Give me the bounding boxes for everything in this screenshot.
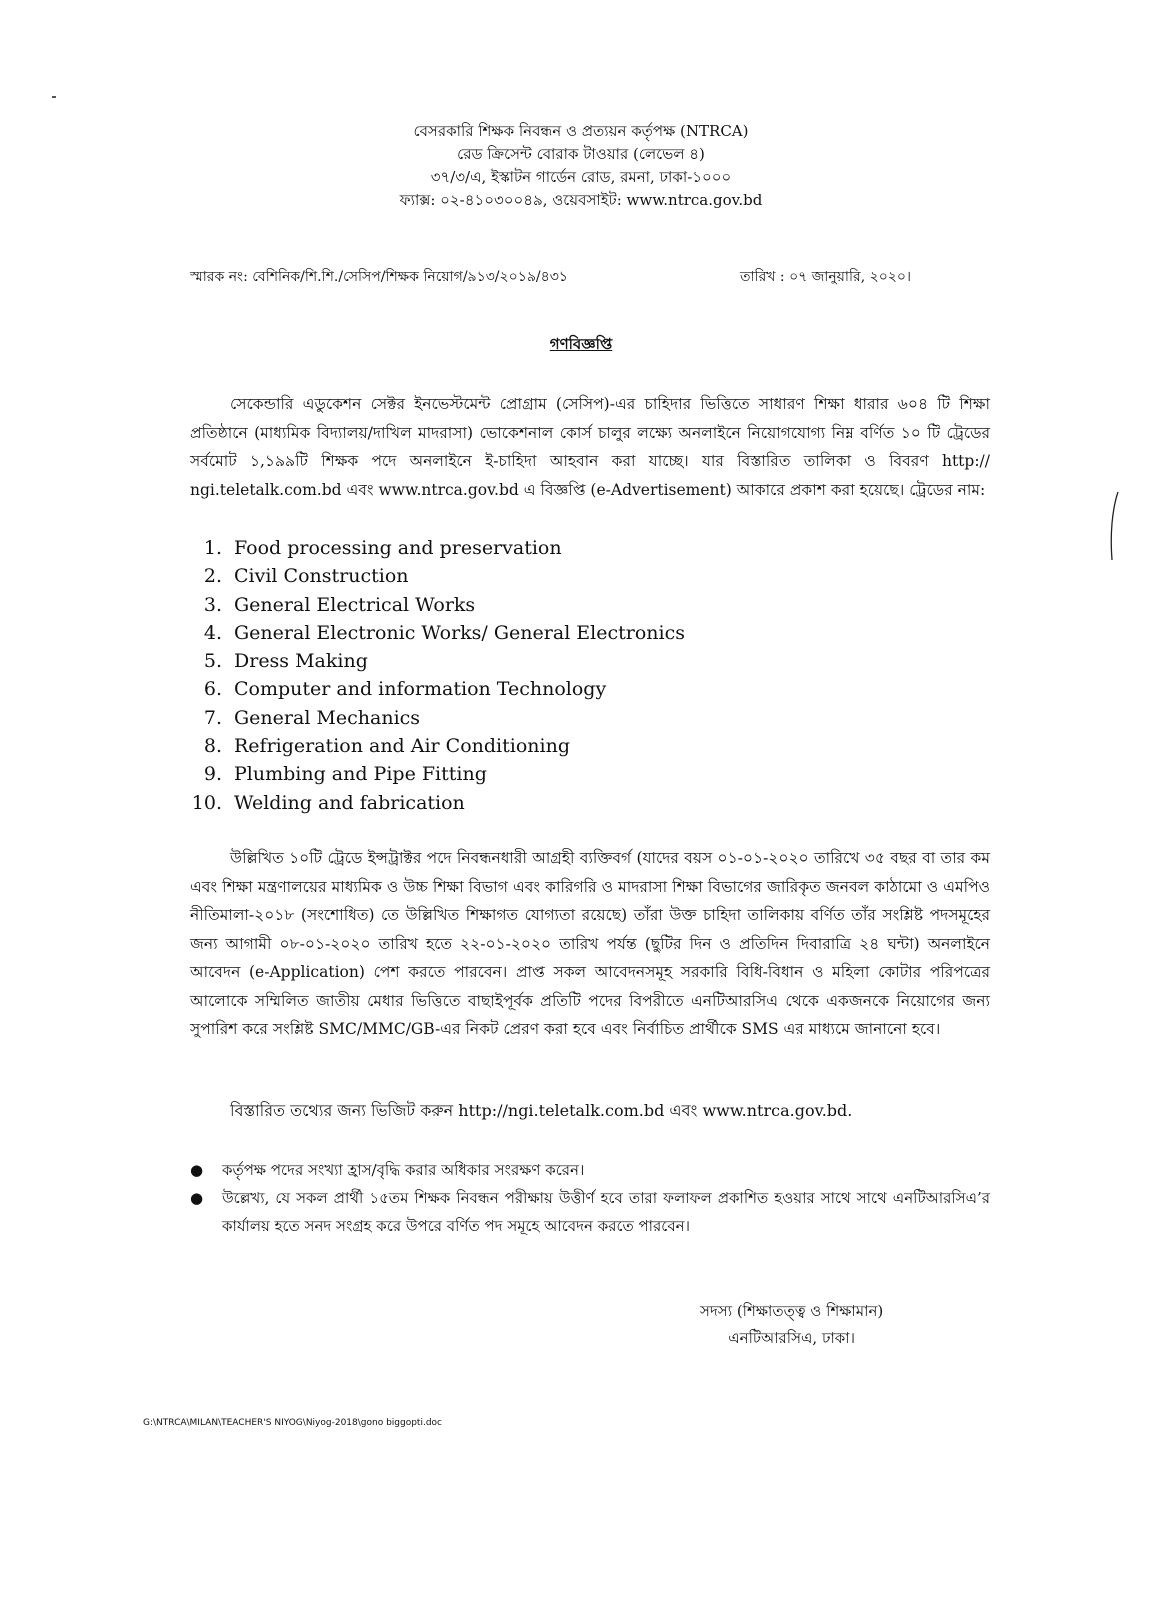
trade-name: Food processing and preservation [234,537,562,559]
org-address: ৩৭/৩/এ, ইস্কাটন গার্ডেন রোড, রমনা, ঢাকা-১০০০ [430,168,732,186]
trade-number: 2. [203,565,222,588]
trade-number: 5. [203,650,222,673]
trade-number: 3. [203,593,222,616]
trade-item [180,562,685,590]
bullet-icon: ● [190,1189,204,1207]
trade-name: General Electronic Works/ General Electronics [234,621,685,644]
note-item [190,1184,990,1240]
trade-name: Refrigeration and Air Conditioning [234,735,570,758]
notice-title-text: গণবিজ্ঞপ্তি [549,335,613,353]
trade-item [180,647,685,675]
trade-number: 4. [203,621,222,644]
trade-item [180,619,685,647]
trade-number: 9. [203,763,222,786]
trade-item [180,732,685,760]
trade-item [180,534,685,562]
trade-name: General Electrical Works [234,593,476,616]
org-contact: ফ্যাক্স: ০২-৪১০৩০০৪৯, ওয়েবসাইট: www.ntrca.gov.bd [399,191,763,209]
trade-item [180,704,685,732]
trade-name: Dress Making [234,650,368,673]
trade-item [180,789,685,817]
trade-number: 8. [203,735,222,758]
letterhead [0,120,1162,212]
note-text: কর্তৃপক্ষ পদের সংখ্যা হ্রাস/বৃদ্ধি করার অধিকার সংরক্ষণ করেন। [222,1161,585,1179]
note-text: উল্লেখ্য, যে সকল প্রার্থী ১৫তম শিক্ষক নিবন্ধন পরীক্ষায় উত্তীর্ণ হবে তারা ফলাফল প্রকাশিত হওয়ার সাথে সাথে এনটিআরসিএ’র কার্যালয় হতে সনদ সংগ্রহ করে উপরে বর্ণিত পদ সমূহে আবেদন করতে পারবেন। [222,1189,990,1235]
memo-number: স্মারক নং: বেশিনিক/শি.শি./সেসিপ/শিক্ষক নিয়োগ/৯১৩/২০১৯/৪৩১ [190,269,568,285]
org-building: রেড ক্রিসেন্ট বোরাক টাওয়ার (লেভেল ৪) [457,145,705,163]
note-item [190,1156,990,1184]
trade-number: 7. [203,706,222,729]
details-link-paragraph: বিস্তারিত তথ্যের জন্য ভিজিট করুন http://ngi.teletalk.com.bd এবং www.ntrca.gov.bd. [230,1101,853,1120]
trade-number: 6. [203,678,222,701]
trade-item [180,591,685,619]
trade-name: Computer and information Technology [234,678,607,701]
intro-paragraph: সেকেন্ডারি এডুকেশন সেক্টর ইনভেস্টমেন্ট প্রোগ্রাম (সেসিপ)-এর চাহিদার ভিত্তিতে সাধারণ শিক্ষা ধারার ৬০৪ টি শিক্ষা প্রতিষ্ঠানে (মাধ্যমিক বিদ্যালয়/দাখিল মাদরাসা) ভোকেশনাল কোর্স চালুর লক্ষ্যে অনলাইনে নিয়োগযোগ্য নিম্ন বর্ণিত ১০ টি ট্রেডের সর্বমোট ১,১৯৯টি শিক্ষক পদে অনলাইনে ই-চাহিদা আহবান করা যাচ্ছে। যার বিস্তারিত তালিকা ও বিবরণ http:// ngi.teletalk.com.bd এবং www.ntrca.gov.bd এ বিজ্ঞপ্তি (e-Advertisement) আকারে প্রকাশ করা হয়েছে। ট্রেডের নাম: [190,395,990,499]
notes-list [190,1156,990,1240]
trade-name: Civil Construction [234,565,409,588]
signatory-office: এনটিআরসিএ, ঢাকা। [728,1329,855,1347]
trade-name: Plumbing and Pipe Fitting [234,763,487,786]
margin-pen-stroke [1108,490,1120,562]
trade-item [180,675,685,703]
notice-title [0,333,1162,358]
trade-name: Welding and fabrication [234,791,465,814]
trade-number: 1. [203,537,222,559]
trade-number: 10. [191,791,222,814]
trade-list [180,534,685,817]
trade-item [180,760,685,788]
file-path-footer: G:\NTRCA\MILAN\TEACHER'S NIYOG\Niyog-2018\gono biggopti.doc [143,1418,442,1428]
issue-date: তারিখ : ০৭ জানুয়ারি, ২০২০। [740,269,912,285]
eligibility-paragraph: উল্লিখিত ১০টি ট্রেডে ইন্সট্রাক্টর পদে নিবন্ধনধারী আগ্রহী ব্যক্তিবর্গ (যাদের বয়স ০১-০১-২০২০ তারিখে ৩৫ বছর বা তার কম এবং শিক্ষা মন্ত্রণালয়ের মাধ্যমিক ও উচ্চ শিক্ষা বিভাগ এবং কারিগরি ও মাদরাসা শিক্ষা বিভাগের জারিকৃত জনবল কাঠামো ও এমপিও নীতিমালা-২০১৮ (সংশোধিত) তে উল্লিখিত শিক্ষাগত যোগ্যতা রয়েছে) তাঁরা উক্ত চাহিদা তালিকায় বর্ণিত তাঁর সংশ্লিষ্ট পদসমূহের জন্য আগামী ০৮-০১-২০২০ তারিখ হতে ২২-০১-২০২০ তারিখ পর্যন্ত (ছুটির দিন ও প্রতিদিন দিবারাত্রি ২৪ ঘন্টা) অনলাইনে আবেদন (e-Application) পেশ করতে পারবেন। প্রাপ্ত সকল আবেদনসমূহ সরকারি বিধি-বিধান ও মহিলা কোটার পরিপত্রের আলোকে সম্মিলিত জাতীয় মেধার ভিত্তিতে বাছাইপূর্বক প্রতিটি পদের বিপরীতে এনটিআরসিএ থেকে একজনকে নিয়োগের জন্য সুপারিশ করে সংশ্লিষ্ট SMC/MMC/GB-এর নিকট প্রেরণ করা হবে এবং নির্বাচিত প্রার্থীকে SMS এর মাধ্যমে জানানো হবে। [190,849,990,1038]
signature-block [700,1298,883,1352]
scan-speck [52,96,56,98]
signatory-title: সদস্য (শিক্ষাতত্ত্ব ও শিক্ষামান) [700,1302,884,1320]
trade-name: General Mechanics [234,706,421,729]
org-name: বেসরকারি শিক্ষক নিবন্ধন ও প্রত্যয়ন কর্তৃপক্ষ (NTRCA) [413,122,749,140]
bullet-icon: ● [190,1161,204,1179]
